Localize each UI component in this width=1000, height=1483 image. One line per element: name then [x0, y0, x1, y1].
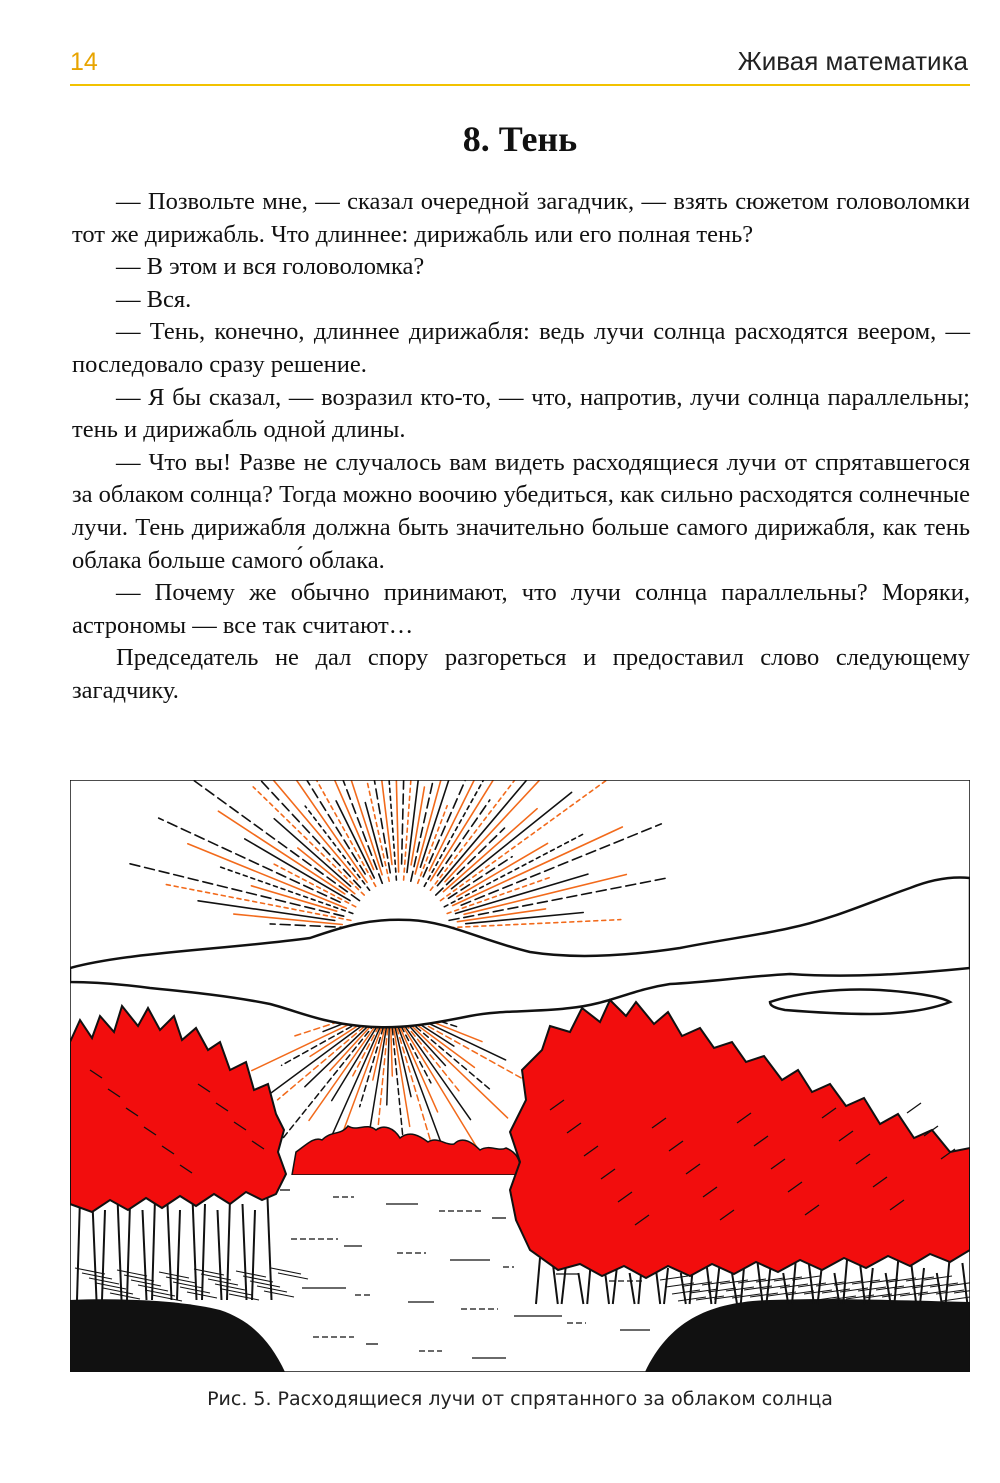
ray — [180, 1287, 210, 1293]
right-foreground-shore — [645, 1299, 970, 1372]
right-tree-canopy — [510, 1000, 970, 1278]
paragraph: — В этом и вся головоломка? — [116, 253, 425, 281]
ray — [449, 878, 665, 920]
ray — [450, 920, 621, 928]
ray — [168, 1204, 172, 1300]
ray — [328, 780, 374, 870]
paragraph: — Вся. — [116, 285, 192, 313]
ray — [93, 1204, 97, 1300]
ray — [452, 792, 572, 888]
ray — [102, 1210, 105, 1300]
small-cloud — [770, 990, 950, 1015]
ray — [177, 1210, 180, 1300]
ray — [253, 787, 364, 895]
paragraph: Председатель не дал спору разгореться и предоставил слово следующему загадчику. — [72, 644, 970, 704]
ray — [159, 1272, 189, 1278]
ray — [243, 1204, 247, 1300]
ray — [443, 809, 537, 892]
ray — [907, 1103, 921, 1113]
ray — [229, 1294, 259, 1300]
left-tree-canopy — [70, 1006, 286, 1212]
ray — [397, 1017, 478, 1149]
ray — [110, 1293, 140, 1299]
paragraph: — Я бы сказал, — возразил кто-то, — что, напротив, лучи солнца параллельны; тень и дирижабль одной длины. — [72, 383, 970, 444]
paragraph: — Почему же обычно принимают, что лучи солнца параллельны? Моряки, астрономы — все так считают… — [72, 579, 970, 639]
ray — [218, 1210, 222, 1300]
figure-illustration — [70, 780, 970, 1372]
far-treeline — [292, 1126, 520, 1175]
sun-rays-upper — [130, 780, 665, 928]
ray — [447, 877, 550, 913]
section-title: 8. Тень — [462, 119, 578, 159]
ray — [252, 1210, 255, 1300]
ray — [396, 780, 398, 872]
ray — [202, 1204, 205, 1300]
figure-caption: Рис. 5. Расходящиеся лучи от спрятанного за облаком солнца — [207, 1388, 833, 1410]
ray — [461, 824, 661, 905]
running-title: Живая математика — [737, 46, 968, 76]
ray — [424, 780, 518, 886]
ray — [193, 1198, 197, 1300]
ray — [758, 1263, 763, 1304]
ray — [227, 1198, 230, 1300]
ray — [911, 1263, 916, 1304]
ray — [236, 1271, 266, 1277]
ray — [208, 1279, 238, 1285]
header-rule — [70, 84, 970, 86]
ray — [423, 780, 468, 877]
page-number: 14 — [70, 48, 98, 76]
ray — [82, 1273, 112, 1279]
ray — [75, 1268, 105, 1274]
paragraph: — Тень, конечно, длиннее дирижабля: ведь лучи солнца расходятся веером, — последовало сразу решение. — [72, 318, 970, 378]
ray — [215, 1284, 245, 1290]
ray — [946, 1258, 950, 1304]
ray — [89, 1278, 119, 1284]
body-text — [72, 186, 970, 708]
ray — [201, 1274, 231, 1280]
ray — [869, 1268, 873, 1304]
paragraph: — Позвольте мне, — сказал очередной загадчик, — взять сюжетом головоломки тот же дирижабль. Что длиннее: дирижабль или его полная тень? — [72, 188, 970, 248]
ray — [127, 1204, 130, 1300]
ray — [402, 780, 405, 864]
ray — [243, 1276, 273, 1282]
ray — [103, 1288, 133, 1294]
ray — [809, 1263, 814, 1304]
ray — [118, 1198, 122, 1300]
paragraph: — Что вы! Разве не случалось вам видеть расходящиеся лучи от спрятавшегося за облаком солнца? Тогда можно воочию убедиться, как сильно расходятся солнечные лучи. Тень дирижабля должна быть значительно больше самого дирижабля, как тень облака больше самого́ облака. — [72, 448, 970, 574]
left-foreground-shore — [70, 1299, 285, 1372]
ray — [77, 1198, 80, 1300]
